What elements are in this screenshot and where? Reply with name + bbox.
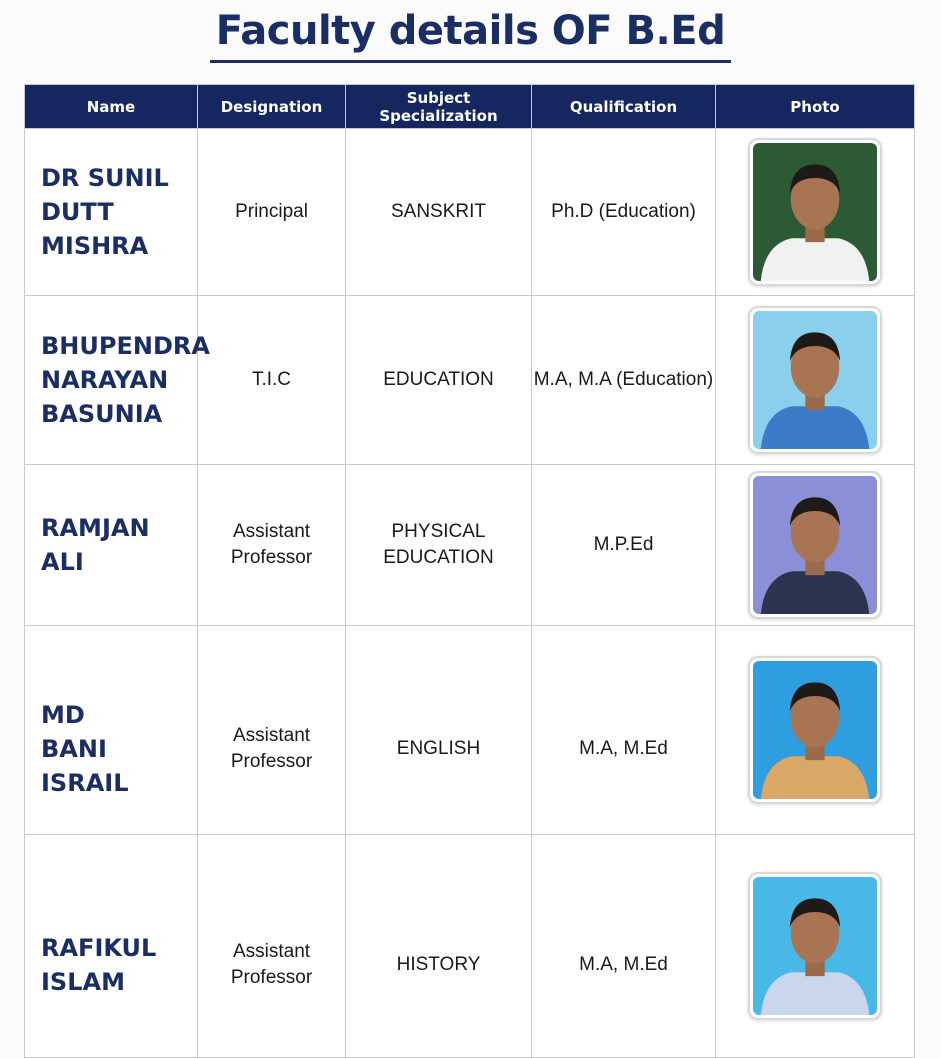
faculty-subject: SANSKRIT — [346, 129, 532, 296]
table-row — [25, 465, 915, 626]
faculty-photo — [748, 872, 882, 1020]
faculty-qualification: M.A, M.A (Education) — [532, 296, 716, 465]
portrait-image — [753, 476, 877, 614]
faculty-photo-cell — [716, 129, 915, 296]
title-wrap — [0, 8, 941, 63]
faculty-designation: Principal — [198, 129, 346, 296]
faculty-photo-cell — [716, 465, 915, 626]
page-title: Faculty details OF B.Ed — [210, 8, 731, 63]
faculty-name: BHUPENDRA NARAYAN BASUNIA — [25, 296, 198, 465]
faculty-qualification: Ph.D (Education) — [532, 129, 716, 296]
faculty-subject: PHYSICAL EDUCATION — [346, 465, 532, 626]
faculty-photo — [748, 138, 882, 286]
faculty-subject: EDUCATION — [346, 296, 532, 465]
faculty-designation: Assistant Professor — [198, 626, 346, 835]
faculty-qualification: M.A, M.Ed — [532, 835, 716, 1058]
header-subject-specialization: Subject Specialization — [346, 85, 532, 129]
faculty-name: MD BANI ISRAIL — [25, 626, 198, 835]
portrait-image — [753, 661, 877, 799]
faculty-qualification: M.A, M.Ed — [532, 626, 716, 835]
faculty-name: RAMJAN ALI — [25, 465, 198, 626]
table-row — [25, 626, 915, 835]
faculty-qualification: M.P.Ed — [532, 465, 716, 626]
faculty-subject: ENGLISH — [346, 626, 532, 835]
faculty-photo — [748, 656, 882, 804]
table-row — [25, 835, 915, 1058]
faculty-photo — [748, 306, 882, 454]
table-row — [25, 296, 915, 465]
portrait-image — [753, 311, 877, 449]
faculty-photo — [748, 471, 882, 619]
portrait-image — [753, 143, 877, 281]
faculty-photo-cell — [716, 835, 915, 1058]
faculty-designation: T.I.C — [198, 296, 346, 465]
table-row — [25, 129, 915, 296]
faculty-photo-cell — [716, 296, 915, 465]
faculty-subject: HISTORY — [346, 835, 532, 1058]
header-qualification: Qualification — [532, 85, 716, 129]
header-photo: Photo — [716, 85, 915, 129]
faculty-name: RAFIKUL ISLAM — [25, 835, 198, 1058]
portrait-image — [753, 877, 877, 1015]
faculty-designation: Assistant Professor — [198, 465, 346, 626]
table-header-row — [25, 85, 915, 129]
faculty-photo-cell — [716, 626, 915, 835]
faculty-name: DR SUNIL DUTT MISHRA — [25, 129, 198, 296]
header-name: Name — [25, 85, 198, 129]
faculty-table — [24, 84, 915, 1058]
faculty-designation: Assistant Professor — [198, 835, 346, 1058]
header-designation: Designation — [198, 85, 346, 129]
